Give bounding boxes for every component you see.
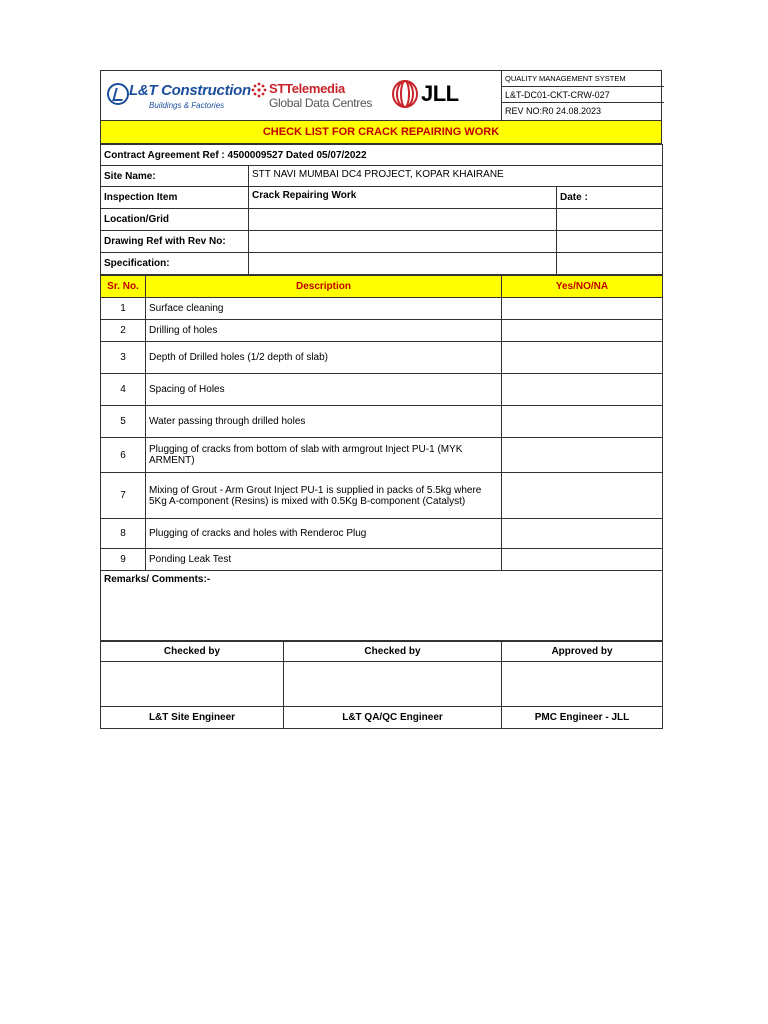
- remarks-box[interactable]: Remarks/ Comments:-: [101, 571, 663, 641]
- drawing-ref-label: Drawing Ref with Rev No:: [101, 231, 249, 253]
- stt-logo-icon: [251, 80, 391, 112]
- row-answer[interactable]: [502, 374, 663, 406]
- site-name-value: STT NAVI MUMBAI DC4 PROJECT, KOPAR KHAIRANE: [249, 166, 663, 187]
- stt-logo-name: STTelemedia: [269, 81, 345, 96]
- table-row: [101, 406, 663, 438]
- row-description: Water passing through drilled holes: [146, 406, 502, 438]
- table-row: [101, 320, 663, 342]
- stt-logo-subtitle: Global Data Centres: [269, 96, 373, 110]
- row-description: Drilling of holes: [146, 320, 502, 342]
- qms-title: QUALITY MANAGEMENT SYSTEM: [502, 71, 664, 87]
- jll-logo-name: JLL: [421, 81, 459, 106]
- signature-box-3[interactable]: [502, 662, 663, 707]
- table-row: [101, 298, 663, 320]
- logos: [101, 71, 501, 120]
- table-row: [101, 519, 663, 549]
- doc-number: L&T-DC01-CKT-CRW-027: [502, 87, 664, 103]
- approved-by-header: Approved by: [502, 642, 663, 662]
- table-row: [101, 374, 663, 406]
- checklist-table: [100, 275, 663, 641]
- row-number: 3: [101, 342, 146, 374]
- table-row: [101, 549, 663, 571]
- row-description: Mixing of Grout - Arm Grout Inject PU-1 is supplied in packs of 5.5kg where 5Kg A-component (Resins) is mixed with 0.5Kg B-component (Catalyst): [146, 473, 502, 519]
- location-grid-label: Location/Grid: [101, 209, 249, 231]
- row-number: 9: [101, 549, 146, 571]
- table-row: [101, 342, 663, 374]
- row-answer[interactable]: [502, 298, 663, 320]
- col-header-description: Description: [146, 276, 502, 298]
- signoff-table: [100, 641, 663, 729]
- specification-extra[interactable]: [557, 253, 663, 275]
- specification-label: Specification:: [101, 253, 249, 275]
- row-number: 4: [101, 374, 146, 406]
- lt-logo-subtitle: Buildings & Factories: [149, 101, 225, 110]
- checklist-sheet: [100, 70, 662, 729]
- location-grid-extra[interactable]: [557, 209, 663, 231]
- row-description: Plugging of cracks and holes with Renderoc Plug: [146, 519, 502, 549]
- row-number: 7: [101, 473, 146, 519]
- checked-by-header-1: Checked by: [101, 642, 284, 662]
- row-description: Spacing of Holes: [146, 374, 502, 406]
- signature-box-1[interactable]: [101, 662, 284, 707]
- role-pmc-engineer: PMC Engineer - JLL: [502, 707, 663, 729]
- col-header-yes-no-na: Yes/NO/NA: [502, 276, 663, 298]
- table-row: [101, 438, 663, 473]
- info-table: [100, 144, 663, 275]
- row-description: Surface cleaning: [146, 298, 502, 320]
- site-name-label: Site Name:: [101, 166, 249, 187]
- revision: REV NO:R0 24.08.2023: [505, 106, 602, 116]
- drawing-ref-value[interactable]: [249, 231, 557, 253]
- contract-ref: Contract Agreement Ref : 4500009527 Dated 05/07/2022: [101, 145, 663, 166]
- row-number: 8: [101, 519, 146, 549]
- row-number: 5: [101, 406, 146, 438]
- row-number: 2: [101, 320, 146, 342]
- checked-by-header-2: Checked by: [284, 642, 502, 662]
- row-answer[interactable]: [502, 406, 663, 438]
- row-description: Depth of Drilled holes (1/2 depth of slab): [146, 342, 502, 374]
- row-description: Plugging of cracks from bottom of slab with armgrout Inject PU-1 (MYK ARMENT): [146, 438, 502, 473]
- date-label: Date :: [557, 187, 663, 209]
- document-header: [100, 70, 662, 120]
- lt-logo-icon: [107, 79, 251, 111]
- checklist-title: CHECK LIST FOR CRACK REPAIRING WORK: [100, 120, 662, 144]
- row-answer[interactable]: [502, 473, 663, 519]
- specification-value[interactable]: [249, 253, 557, 275]
- qms-box: [501, 71, 664, 120]
- role-qaqc-engineer: L&T QA/QC Engineer: [284, 707, 502, 729]
- location-grid-value[interactable]: [249, 209, 557, 231]
- role-site-engineer: L&T Site Engineer: [101, 707, 284, 729]
- signature-box-2[interactable]: [284, 662, 502, 707]
- row-answer[interactable]: [502, 549, 663, 571]
- row-number: 1: [101, 298, 146, 320]
- row-answer[interactable]: [502, 438, 663, 473]
- drawing-ref-extra[interactable]: [557, 231, 663, 253]
- row-answer[interactable]: [502, 519, 663, 549]
- row-answer[interactable]: [502, 320, 663, 342]
- row-number: 6: [101, 438, 146, 473]
- row-answer[interactable]: [502, 342, 663, 374]
- col-header-sr-no: Sr. No.: [101, 276, 146, 298]
- row-description: Ponding Leak Test: [146, 549, 502, 571]
- lt-logo-name: L&T Construction: [129, 82, 251, 99]
- table-row: [101, 473, 663, 519]
- jll-logo-icon: [391, 79, 463, 111]
- inspection-item-value: Crack Repairing Work: [249, 187, 557, 209]
- inspection-item-label: Inspection Item: [101, 187, 249, 209]
